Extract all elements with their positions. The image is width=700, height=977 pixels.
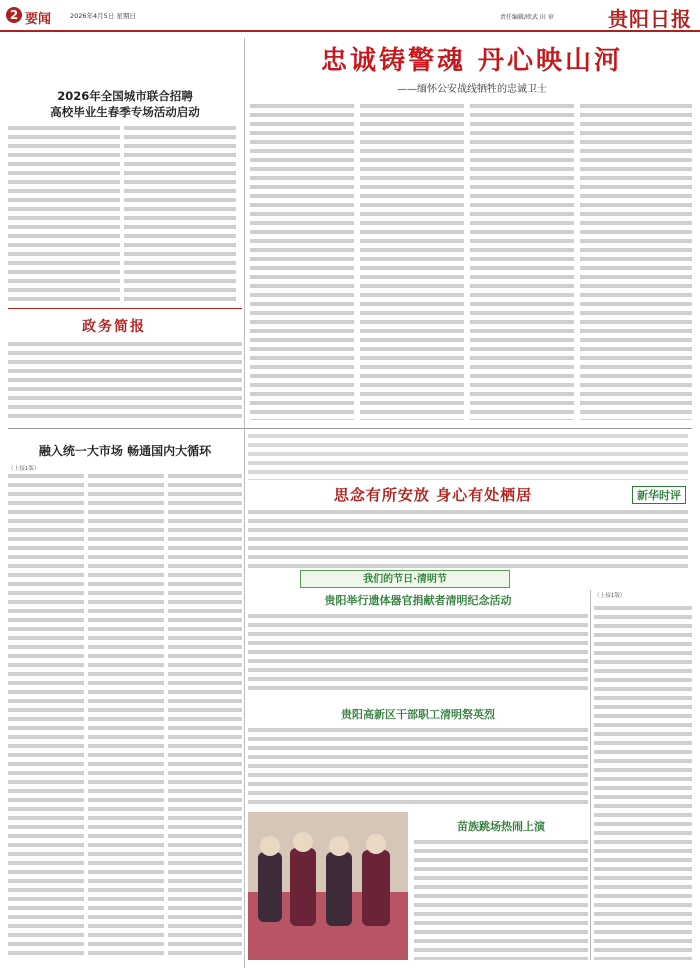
left-article-body-col2 <box>124 124 236 304</box>
market-source: （上接1版） <box>8 466 40 472</box>
page-number: 2 <box>6 7 22 23</box>
briefs-body <box>8 340 242 420</box>
festival-banner <box>300 570 510 588</box>
left-article-body <box>8 124 120 304</box>
column-rule-2 <box>590 590 591 960</box>
editor-credit: 责任编辑/欧武 田 审 <box>500 14 554 21</box>
briefs-top-rule <box>8 308 242 309</box>
column-rule-1 <box>244 38 245 968</box>
donation-headline: 贵阳举行遗体器官捐献者清明纪念活动 <box>324 594 512 607</box>
festival-banner-text: 我们的节日·清明节 <box>363 574 447 585</box>
lead-body-col1 <box>250 102 354 420</box>
right-column-body <box>594 604 692 960</box>
high-tech-body <box>248 726 588 806</box>
market-body-col2 <box>88 472 164 960</box>
miao-dance-photo <box>248 812 408 960</box>
donation-body <box>248 612 588 692</box>
left-headline-line2: 高校毕业生春季专场活动启动 <box>50 105 200 119</box>
left-article-headline <box>8 88 242 120</box>
lead-body-col2 <box>360 102 464 420</box>
xinhua-badge: 新华时评 <box>632 486 686 504</box>
section-divider <box>8 428 692 429</box>
masthead <box>0 0 700 32</box>
market-body-col3 <box>168 472 242 960</box>
newspaper-logo: 贵阳日报 <box>608 7 692 31</box>
photo-graphic <box>248 812 408 960</box>
emotion-body <box>248 508 688 568</box>
right-column-source: （上接1版） <box>594 593 626 599</box>
lead-body-col4 <box>580 102 692 420</box>
market-body-col1 <box>8 472 84 960</box>
emotion-intro <box>248 432 688 480</box>
section-name: 要闻 <box>25 12 52 27</box>
market-headline: 融入统一大市场 畅通国内大循环 <box>38 444 212 458</box>
lead-headline: 忠诚铸警魂 丹心映山河 <box>320 46 624 76</box>
briefs-title: 政务简报 <box>82 319 146 335</box>
lead-subheadline: ——缅怀公安战线牺牲的忠诚卫士 <box>397 84 547 95</box>
emotion-headline: 思念有所安放 身心有处栖居 <box>333 486 533 504</box>
left-headline-line1: 2026年全国城市联合招聘 <box>57 89 193 103</box>
issue-date: 2026年4月5日 星期日 <box>70 12 136 20</box>
photo-story-headline: 苗族跳场热闹上演 <box>457 820 545 833</box>
lead-body-col3 <box>470 102 574 420</box>
photo-story-body <box>414 838 588 960</box>
high-tech-headline: 贵阳高新区干部职工清明祭英烈 <box>341 708 495 721</box>
